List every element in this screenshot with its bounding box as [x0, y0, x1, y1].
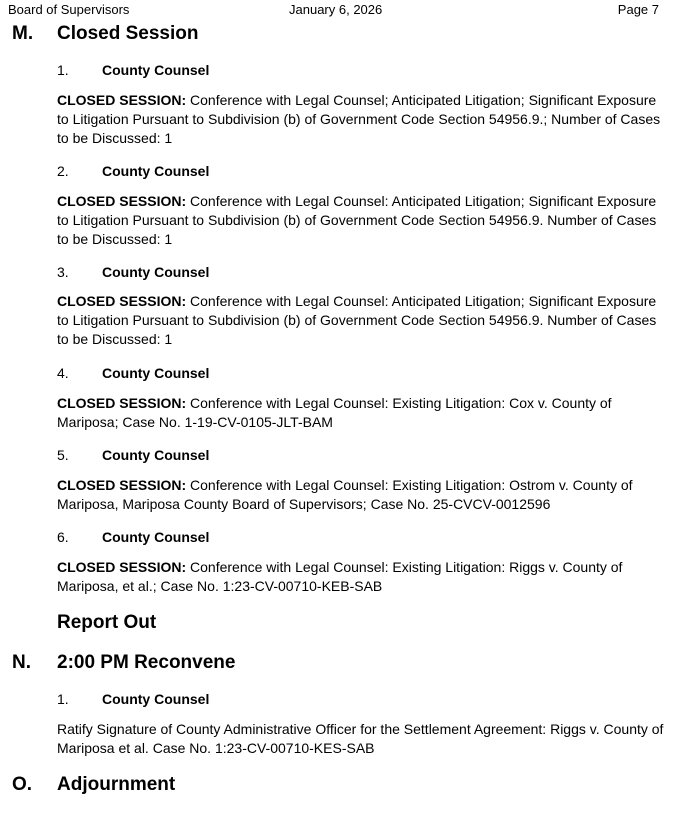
item-label: County Counsel: [102, 691, 210, 707]
item-label: County Counsel: [102, 264, 210, 280]
closed-session-lead: CLOSED SESSION:: [57, 477, 187, 493]
agenda-item-heading: [57, 527, 667, 547]
item-label: County Counsel: [102, 163, 210, 179]
closed-session-lead: CLOSED SESSION:: [57, 559, 187, 575]
item-description-text: Conference with Legal Counsel: Existing Litigation: Cox v. County of Mariposa; Case No. 1-19-CV-0105-JLT-BAM: [57, 395, 612, 430]
section-title: Closed Session: [57, 23, 199, 44]
closed-session-lead: CLOSED SESSION:: [57, 92, 187, 108]
item-number: 6.: [57, 529, 69, 545]
section-letter: N.: [12, 652, 31, 673]
section-heading-closed-session: [12, 21, 672, 47]
agenda-item-heading: [57, 161, 667, 181]
closed-session-lead: CLOSED SESSION:: [57, 193, 187, 209]
item-number: 1.: [57, 691, 69, 707]
item-description-text: Conference with Legal Counsel: Existing Litigation: Ostrom v. County of Mariposa, Mariposa County Board of Supervisors; Case No. 25-CVCV-0012596: [57, 477, 633, 512]
item-number: 4.: [57, 365, 69, 381]
item-description-text: Conference with Legal Counsel: Anticipated Litigation; Significant Exposure to Litigation Pursuant to Subdivision (b) of Government Code Section 54956.9. Number of Cases to be Discussed: 1: [57, 193, 657, 247]
item-label: County Counsel: [102, 62, 210, 78]
item-description-text: Conference with Legal Counsel; Anticipated Litigation; Significant Exposure to Litigation Pursuant to Subdivision (b) of Government Code Section 54956.9.; Number of Cases to be Discussed: 1: [57, 92, 661, 146]
agenda-item-description: [57, 394, 667, 432]
agenda-item-description: [57, 558, 667, 596]
agenda-item-description: [57, 292, 667, 349]
agenda-item-heading: [57, 363, 667, 383]
item-number: 2.: [57, 163, 69, 179]
agenda-item-description: [57, 192, 667, 249]
header-page-number: Page 7: [617, 2, 659, 17]
closed-session-lead: CLOSED SESSION:: [57, 293, 187, 309]
agenda-item-heading: [57, 262, 667, 282]
section-heading-adjournment: [12, 772, 672, 798]
closed-session-lead: CLOSED SESSION:: [57, 395, 187, 411]
item-number: 1.: [57, 62, 69, 78]
agenda-item-heading: [57, 689, 667, 709]
agenda-item-description: [57, 91, 667, 148]
item-number: 5.: [57, 447, 69, 463]
item-label: County Counsel: [102, 529, 210, 545]
agenda-item-description: [57, 476, 667, 514]
section-title: Adjournment: [57, 774, 176, 795]
item-label: County Counsel: [102, 447, 210, 463]
agenda-item-heading: [57, 60, 667, 80]
header-board-name: Board of Supervisors: [8, 2, 130, 17]
item-number: 3.: [57, 264, 69, 280]
item-description-text: Conference with Legal Counsel: Existing Litigation: Riggs v. County of Mariposa, et al.; Case No. 1:23-CV-00710-KEB-SAB: [57, 559, 623, 594]
agenda-item-description: Ratify Signature of County Administrative Officer for the Settlement Agreement: Riggs v. County of Mariposa et al. Case No. 1:23-CV-00710-KES-SAB: [57, 721, 664, 756]
section-letter: M.: [12, 23, 34, 44]
report-out-heading: Report Out: [57, 612, 157, 633]
agenda-item-heading: [57, 445, 667, 465]
item-description-text: Conference with Legal Counsel: Anticipated Litigation; Significant Exposure to Litigation Pursuant to Subdivision (b) of Government Code Section 54956.9. Number of Cases to be Discussed: 1: [57, 293, 657, 347]
item-label: County Counsel: [102, 365, 210, 381]
section-letter: O.: [12, 774, 33, 795]
header-date: January 6, 2026: [289, 2, 383, 17]
section-heading-reconvene: [12, 650, 672, 676]
section-title: 2:00 PM Reconvene: [57, 652, 236, 673]
